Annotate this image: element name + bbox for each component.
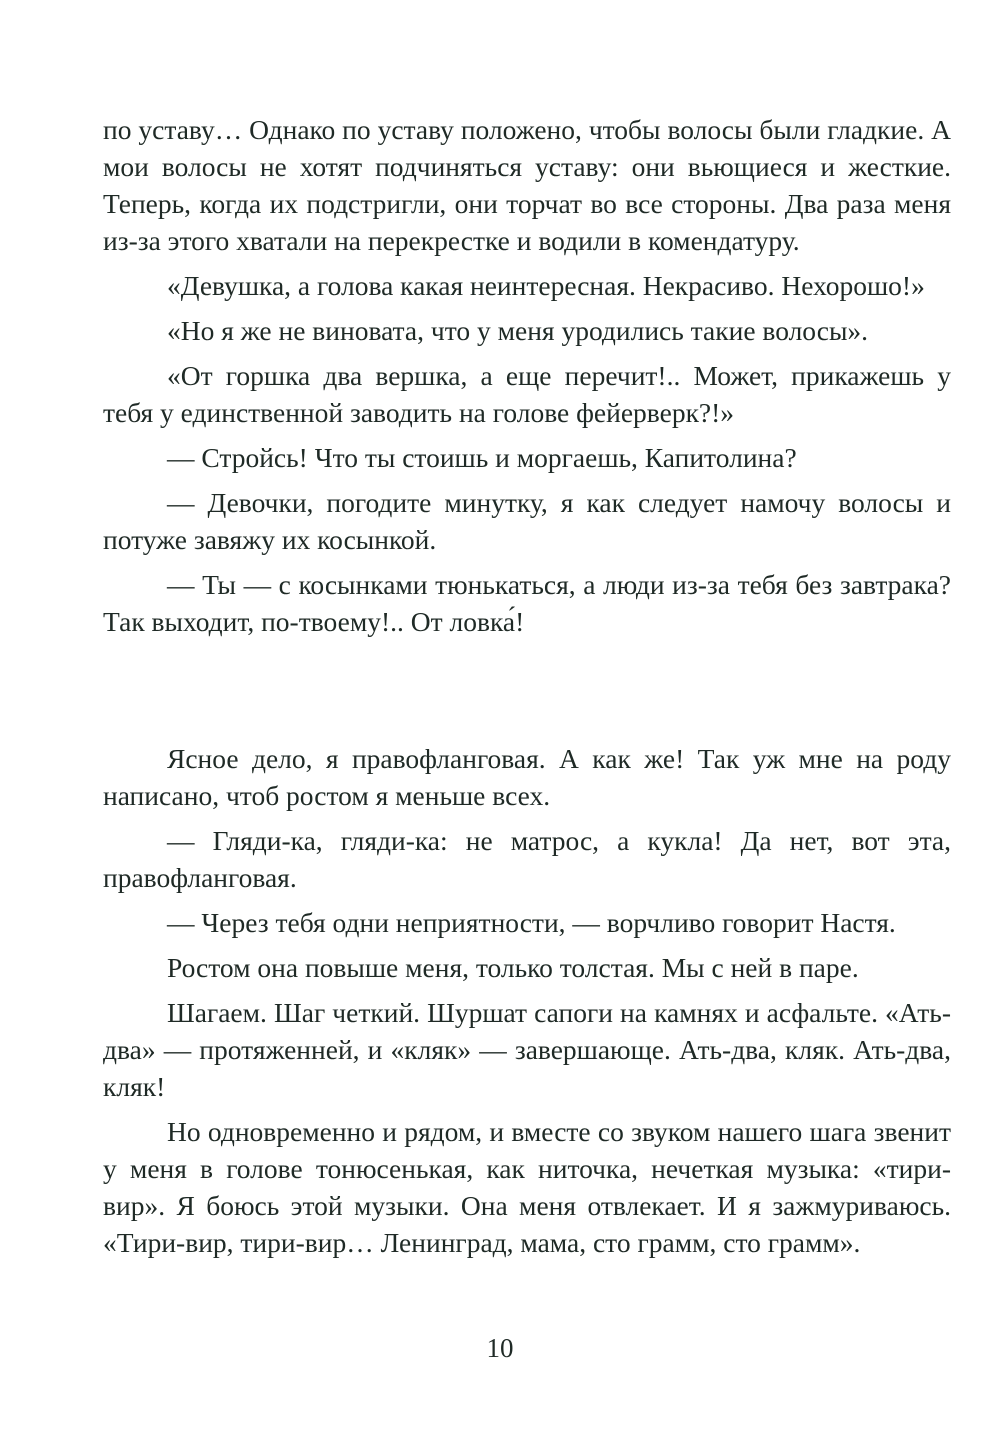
dialogue-line: — Гляди-ка, гляди-ка: не матрос, а кукла! Да нет, вот эта, правофланговая. [103, 825, 951, 893]
paragraph: Шагаем. Шаг четкий. Шуршат сапоги на камнях и асфальте. «Ать-два» — протяженней, и «кляк» — завершающе. Ать-два, кляк. Ать-два, кляк! [103, 997, 951, 1102]
paragraph: «Но я же не виновата, что у меня уродились такие волосы». [167, 315, 869, 346]
dialogue-line: — Через тебя одни неприятности, — ворчливо говорит Настя. [167, 907, 896, 938]
text-section-1 [103, 111, 951, 640]
text-section-2 [103, 740, 951, 1261]
page-number: 10 [486, 1333, 514, 1363]
dialogue-line: — Девочки, погодите минутку, я как следует намочу волосы и потуже завяжу их косынкой. [103, 487, 951, 555]
paragraph: Ясное дело, я правофланговая. А как же! Так уж мне на роду написано, чтоб ростом я меньше всех. [103, 743, 951, 811]
paragraph-continuation: по уставу… Однако по уставу положено, чтобы волосы были гладкие. А мои волосы не хотят подчиняться уставу: они вьющиеся и жесткие. Теперь, когда их подстригли, они торчат во все стороны. Два раза меня из-за этого хватали на перекрестке и водили в комендатуру. [103, 114, 951, 256]
dialogue-line: — Ты — с косынками тюнькаться, а люди из-за тебя без завтрака? Так выходит, по-твоему!.. От ловка́! [103, 569, 951, 637]
paragraph: «От горшка два вершка, а еще перечит!.. Может, прикажешь у тебя у единственной заводить на голове фейерверк?!» [103, 360, 951, 428]
paragraph: Ростом она повыше меня, только толстая. Мы с ней в паре. [167, 952, 859, 983]
paragraph: «Девушка, а голова какая неинтересная. Некрасиво. Нехорошо!» [167, 270, 925, 301]
paragraph: Но одновременно и рядом, и вместе со звуком нашего шага звенит у меня в голове тонюсенькая, как ниточка, нечеткая музыка: «тири-вир». Я боюсь этой музыки. Она меня отвлекает. И я зажмуриваюсь. «Тири-вир, тири-вир… Ленинград, мама, сто грамм, сто грамм». [103, 1116, 951, 1258]
dialogue-line: — Стройсь! Что ты стоишь и моргаешь, Капитолина? [167, 442, 797, 473]
